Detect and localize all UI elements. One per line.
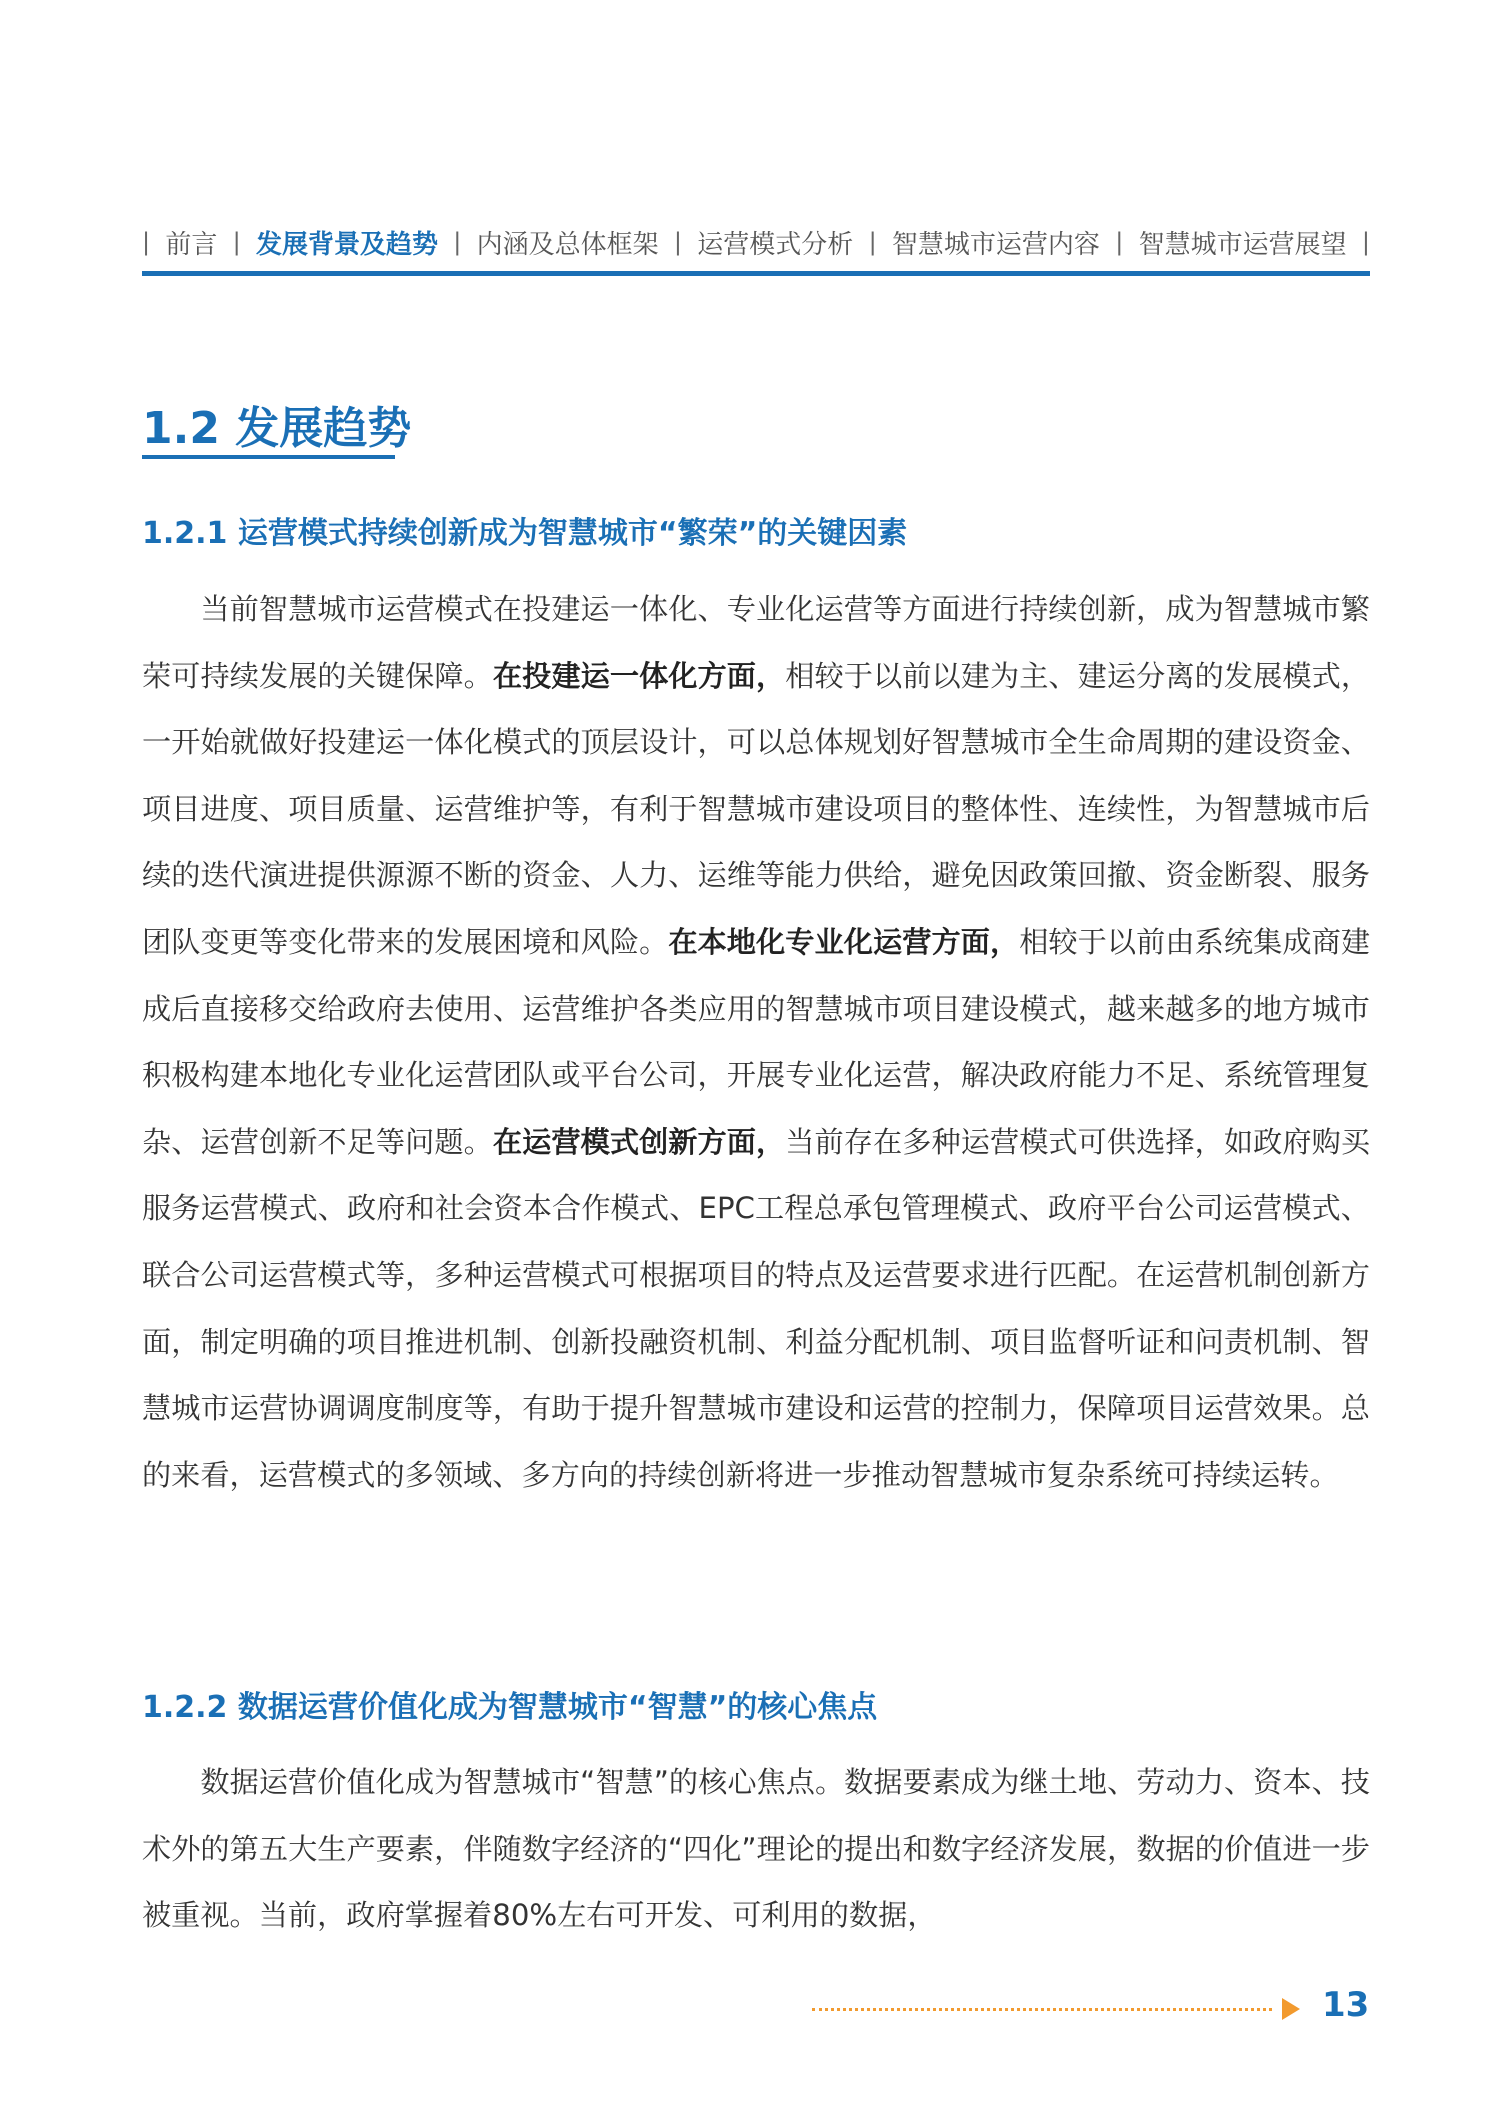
nav-separator: | [1361, 228, 1370, 256]
paragraph-text: 相较于以前以建为主、建运分离的发展模式，一开始就做好投建运一体化模式的顶层设计，可以总体规划好智慧城市全生命周期的建设资金、项目进度、项目质量、运营维护等，有利于智慧城市建设项目的整体性、连续性，为智慧城市后续的迭代演进提供源源不断的资金、人力、运维等能力供给，避免因政策回撤、资金断裂、服务团队变更等变化带来的发展困境和风险。 [142, 658, 1371, 959]
nav-item-operation-outlook[interactable]: 智慧城市运营展望 [1138, 229, 1347, 260]
bold-lead-phrase: 在本地化专业化运营方面， [668, 924, 1020, 959]
nav-separator: | [868, 228, 877, 256]
bold-lead-phrase: 在投建运一体化方面， [492, 658, 786, 693]
footer-arrow-icon [1282, 1998, 1300, 2020]
nav-item-background-trends[interactable]: 发展背景及趋势 [256, 229, 439, 260]
nav-separator: | [142, 228, 151, 256]
nav-item-connotation-framework[interactable]: 内涵及总体框架 [476, 229, 659, 260]
nav-separator: | [673, 228, 683, 256]
nav-separator: | [232, 228, 241, 256]
bold-lead-phrase: 在运营模式创新方面， [492, 1124, 786, 1159]
paragraph-text: 数据运营价值化成为智慧城市“智慧”的核心焦点。数据要素成为继土地、劳动力、资本、技术外的第五大生产要素，伴随数字经济的“四化”理论的提出和数字经济发展，数据的价值进一步被重视。当前，政府掌握着80%左右可开发、可利用的数据， [142, 1765, 1370, 1933]
top-navigation [142, 224, 1370, 260]
body-paragraph-2 [142, 1749, 1370, 1949]
subsection-title-2: 1.2.2 数据运营价值化成为智慧城市“智慧”的核心焦点 [142, 1690, 878, 1725]
section-title-underline [142, 455, 395, 459]
subsection-title-1: 1.2.1 运营模式持续创新成为智慧城市“繁荣”的关键因素 [142, 516, 908, 551]
body-paragraph-1 [142, 576, 1370, 1508]
section-title: 1.2 发展趋势 [142, 403, 412, 454]
page-number: 13 [1322, 1985, 1370, 2025]
nav-item-operation-model-analysis[interactable]: 运营模式分析 [697, 229, 854, 260]
nav-separator: | [1115, 228, 1124, 256]
nav-item-operation-content[interactable]: 智慧城市运营内容 [891, 229, 1100, 260]
paragraph-text: 当前存在多种运营模式可供选择，如政府购买服务运营模式、政府和社会资本合作模式、EPC工程总承包管理模式、政府平台公司运营模式、联合公司运营模式等，多种运营模式可根据项目的特点及运营要求进行匹配。在运营机制创新方面，制定明确的项目推进机制、创新投融资机制、利益分配机制、项目监督听证和问责机制、智慧城市运营协调调度制度等，有助于提升智慧城市建设和运营的控制力，保障项目运营效果。总的来看，运营模式的多领域、多方向的持续创新将进一步推动智慧城市复杂系统可持续运转。 [142, 1124, 1371, 1492]
paragraph-text: 当前智慧城市运营模式在投建运一体化、专业化运营等方面进行持续创新，成为智慧城市繁荣可持续发展的关键保障。 [142, 592, 1370, 693]
nav-divider [142, 271, 1370, 276]
paragraph-text: 相较于以前由系统集成商建成后直接移交给政府去使用、运营维护各类应用的智慧城市项目建设模式，越来越多的地方城市积极构建本地化专业化运营团队或平台公司，开展专业化运营，解决政府能力不足、系统管理复杂、运营创新不足等问题。 [142, 924, 1371, 1159]
nav-separator: | [453, 228, 462, 256]
footer-dotted-line [812, 2008, 1272, 2011]
nav-item-preface[interactable]: 前言 [165, 229, 218, 260]
